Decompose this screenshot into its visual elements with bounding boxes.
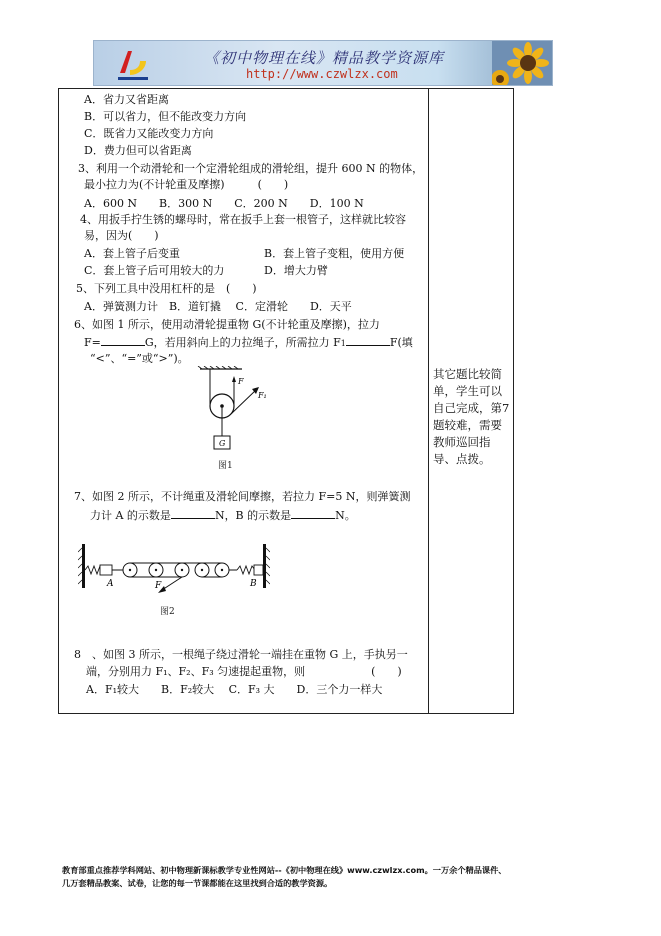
q4-line2: 易，因为( ) bbox=[84, 229, 159, 242]
column-divider bbox=[428, 88, 429, 714]
q7-text-c: N。 bbox=[335, 509, 356, 522]
q6-text-c: F(填 bbox=[389, 336, 413, 349]
q6-blank-1[interactable] bbox=[101, 335, 145, 346]
q3-options: A．600 N B．300 N C．200 N D．100 N bbox=[84, 197, 364, 210]
teacher-side-note: 其它题比较简单，学生可以自己完成，第7题较难，需要教师巡回指导、点拨。 bbox=[433, 367, 510, 466]
figure-1-caption: 图1 bbox=[218, 461, 233, 471]
q4-option-b: B．套上管子变粗，使用方便 bbox=[264, 247, 405, 260]
fig2-label-B: B bbox=[250, 579, 257, 589]
q6-line2: F= G，若用斜向上的力拉绳子，所需拉力 F1 F(填 bbox=[84, 336, 413, 349]
figure-2-caption: 图2 bbox=[160, 607, 175, 617]
q5-options: A．弹簧测力计 B．道钉撬 C．定滑轮 D．天平 bbox=[84, 300, 352, 313]
q6-blank-2[interactable] bbox=[346, 335, 390, 346]
fig2-label-A: A bbox=[107, 579, 114, 589]
q7-blank-a[interactable] bbox=[171, 508, 215, 519]
figure-2-pulley-system bbox=[78, 540, 270, 602]
q6-line1: 6、如图 1 所示，使用动滑轮提重物 G(不计轮重及摩擦)，拉力 bbox=[74, 318, 380, 331]
q7-text-a: 力计 A 的示数是 bbox=[90, 509, 171, 522]
fig1-label-F1: F₁ bbox=[258, 391, 267, 400]
figure-1-pulley bbox=[196, 366, 276, 462]
q5-line1: 5、下列工具中没用杠杆的是 ( ) bbox=[76, 282, 257, 295]
footer-line-1: 教育部重点推荐学科网站、初中物理新课标教学专业性网站--《初中物理在线》www.czwlzx.com。一万余个精品课件、 bbox=[62, 865, 507, 875]
q3-line1: 3、利用一个动滑轮和一个定滑轮组成的滑轮组，提升 600 N 的物体， bbox=[78, 162, 424, 175]
q8-line2: 端，分别用力 F₁、F₂、F₃ 匀速提起重物，则 ( ) bbox=[86, 665, 402, 678]
footer-line-2: 几万套精品教案、试卷，让您的每一节课都能在这里找到合适的教学资源。 bbox=[62, 878, 333, 888]
fig1-label-G: G bbox=[219, 439, 226, 448]
q4-line1: 4、用扳手拧生锈的螺母时，常在扳手上套一根管子，这样就比较容 bbox=[80, 213, 406, 226]
prev-option-a: A．省力又省距离 bbox=[84, 93, 169, 106]
fig2-label-F: F bbox=[155, 581, 162, 591]
site-logo-icon bbox=[116, 47, 150, 81]
q7-line2 bbox=[90, 508, 356, 523]
q6-text-a: F= bbox=[84, 336, 101, 349]
header-banner bbox=[93, 40, 553, 86]
q3-line2: 最小拉力为(不计轮重及摩擦) ( ) bbox=[84, 178, 289, 191]
q7-text-b: N，B 的示数是 bbox=[214, 509, 292, 522]
banner-title: 《初中物理在线》精品教学资源库 bbox=[204, 49, 445, 67]
fig1-label-F: F bbox=[238, 377, 244, 386]
q6-line3: “<”、“=”或“>”)。 bbox=[90, 352, 189, 365]
q4-option-a: A．套上管子后变重 bbox=[84, 247, 180, 260]
q8-line1: 8 、如图 3 所示，一根绳子绕过滑轮一端挂在重物 G 上，手执另一 bbox=[74, 648, 408, 661]
prev-option-d: D．费力但可以省距离 bbox=[84, 144, 192, 157]
q7-blank-b[interactable] bbox=[291, 508, 335, 519]
page-footer bbox=[62, 864, 602, 890]
banner-url[interactable]: http://www.czwlzx.com bbox=[246, 67, 398, 81]
q4-option-c: C．套上管子后可用较大的力 bbox=[84, 264, 225, 277]
q6-text-b: G，若用斜向上的力拉绳子，所需拉力 F bbox=[144, 336, 341, 349]
prev-option-c: C．既省力又能改变力方向 bbox=[84, 127, 214, 140]
prev-option-b: B．可以省力，但不能改变力方向 bbox=[84, 110, 247, 123]
sunflower-image bbox=[492, 41, 552, 86]
q4-option-d: D．增大力臂 bbox=[264, 264, 328, 277]
q8-options: A．F₁较大 B．F₂较大 C．F₃ 大 D．三个力一样大 bbox=[86, 683, 383, 696]
q7-line1: 7、如图 2 所示，不计绳重及滑轮间摩擦，若拉力 F=5 N，则弹簧测 bbox=[74, 490, 411, 503]
